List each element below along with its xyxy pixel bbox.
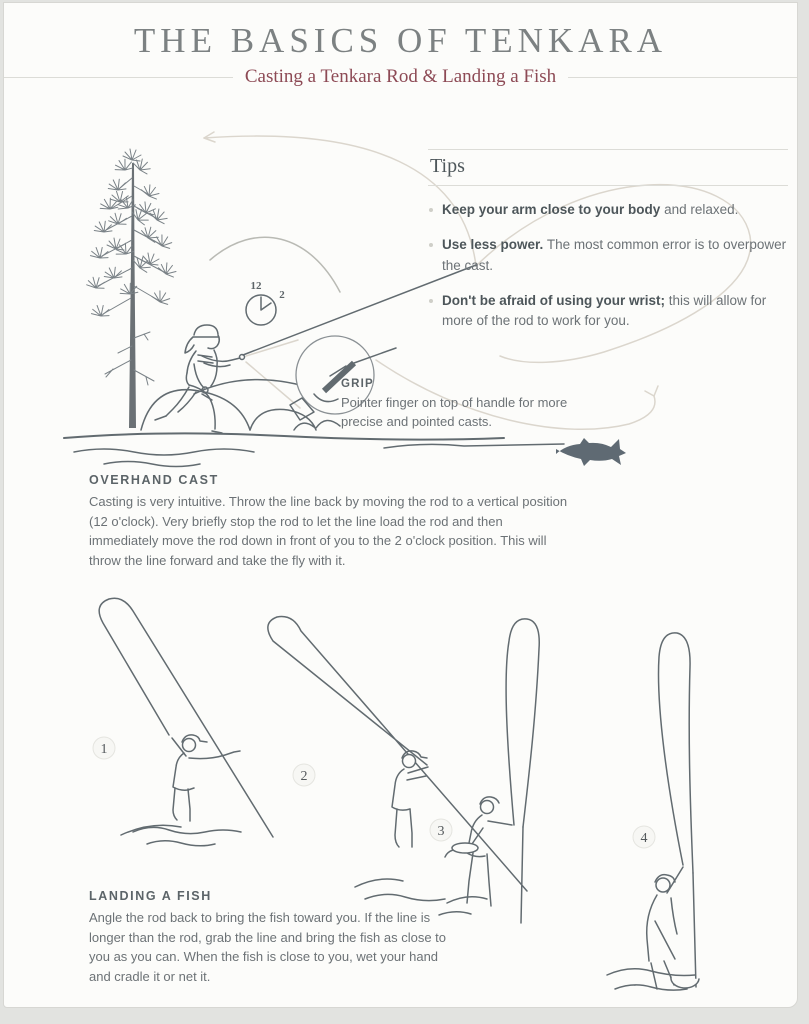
landing-step-1 bbox=[93, 598, 273, 846]
tip-rest: and relaxed. bbox=[660, 202, 739, 217]
tip-lead: Use less power. bbox=[442, 237, 544, 253]
step-3-badge: 3 bbox=[437, 824, 445, 839]
clock-12-label: 12 bbox=[250, 280, 262, 292]
clock-2-label: 2 bbox=[279, 289, 285, 301]
landing-step-2 bbox=[268, 617, 527, 901]
tip-item bbox=[428, 235, 788, 276]
subtitle-rule-right bbox=[568, 77, 797, 78]
subtitle-rule-left bbox=[4, 77, 233, 78]
grip-label: GRIP bbox=[341, 378, 374, 390]
clock-diagram bbox=[246, 280, 285, 325]
page-subtitle: Casting a Tenkara Rod & Landing a Fish bbox=[244, 66, 557, 87]
tips-panel bbox=[428, 149, 788, 346]
tip-lead: Keep your arm close to your body bbox=[442, 202, 661, 217]
landing-step-3 bbox=[430, 619, 539, 923]
step-2-badge: 2 bbox=[300, 769, 308, 784]
tips-list bbox=[428, 200, 788, 331]
tip-lead: Don't be afraid of using your wrist; bbox=[442, 292, 665, 308]
document-page bbox=[3, 2, 798, 1008]
pine-tree-illustration bbox=[86, 149, 177, 428]
overhand-cast-body: Casting is very intuitive. Throw the line back by moving the rod to a vertical position (12 o'clock). Very briefly stop the rod to let the line load the rod and then immediately move the rod down in front of you to the 2 o'clock position. This will throw the line forward and take the fly with it. bbox=[89, 494, 568, 568]
landing-body: Angle the rod back to bring the fish toward you. If the line is longer than the rod, grab the line and bring the fish as close to you as you can. When the fish is close to you, wet your hand and cradle it or net it. bbox=[89, 910, 447, 984]
landing-heading: LANDING A FISH bbox=[89, 889, 212, 903]
page-title: THE BASICS OF TENKARA bbox=[133, 21, 668, 60]
tip-rest: The most common error is to overpower the cast. bbox=[442, 237, 787, 273]
grip-caption: Pointer finger on top of handle for more precise and pointed casts. bbox=[341, 395, 568, 429]
rod-tip-arc bbox=[210, 237, 340, 292]
subtitle-row bbox=[4, 66, 797, 88]
tips-heading: Tips bbox=[428, 149, 788, 186]
angler-figure bbox=[155, 325, 245, 433]
landing-step-4 bbox=[607, 633, 699, 990]
tip-item bbox=[428, 291, 788, 332]
overhand-cast-heading: OVERHAND CAST bbox=[89, 473, 219, 487]
step-4-badge: 4 bbox=[640, 831, 648, 846]
tip-item bbox=[428, 200, 788, 220]
step-1-badge: 1 bbox=[100, 742, 108, 757]
fish-silhouette bbox=[556, 438, 626, 466]
tip-rest: this will allow for more of the rod to work for you. bbox=[442, 292, 767, 328]
